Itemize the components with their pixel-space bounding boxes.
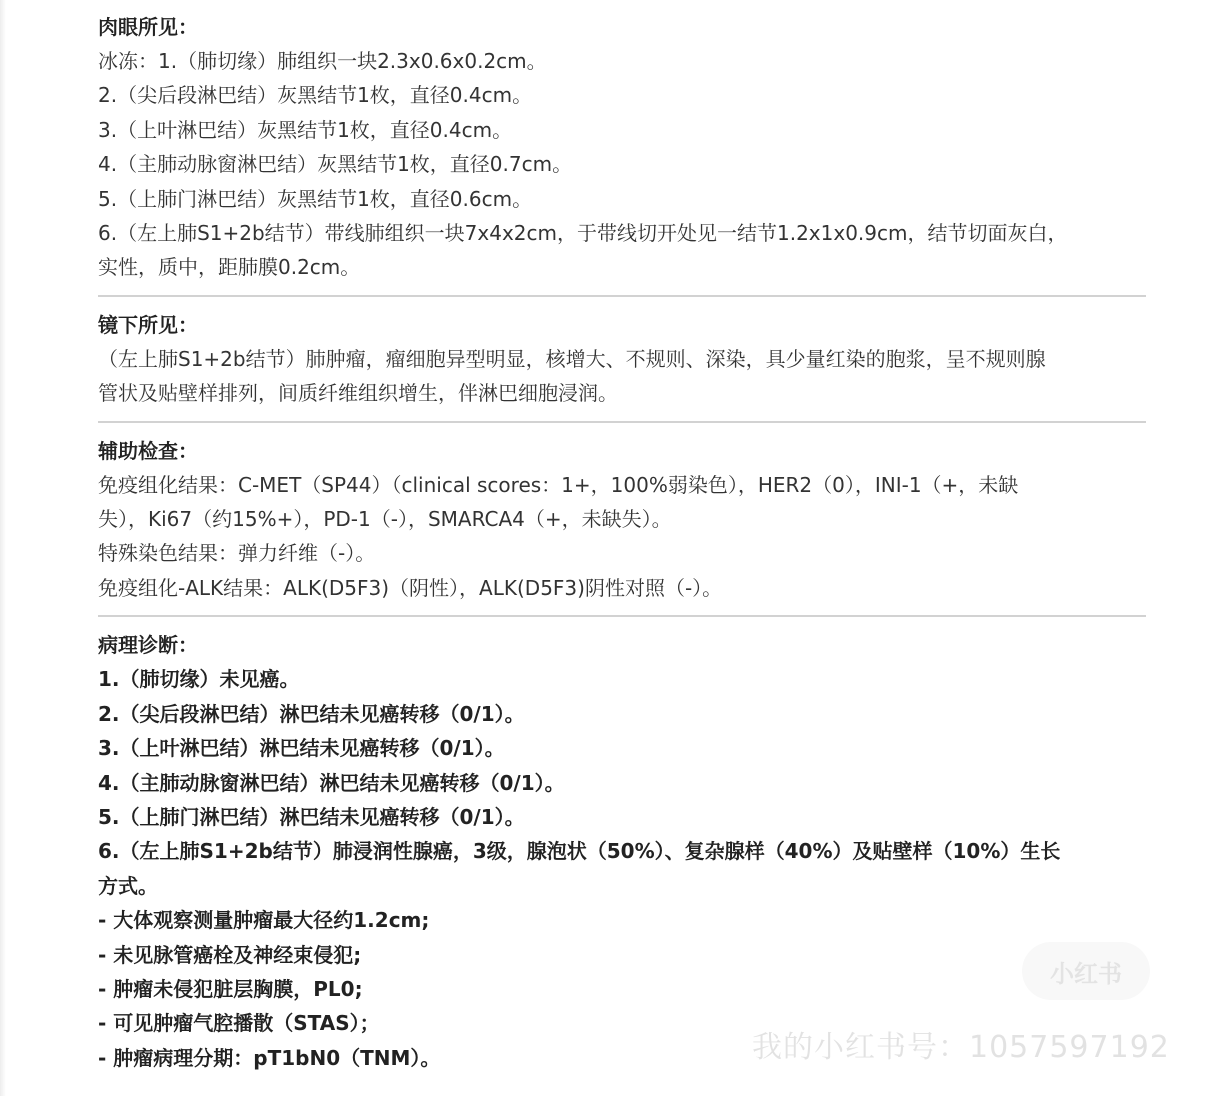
xiaohongshu-logo-watermark: 小红书 [1022,942,1150,1000]
gross-findings-heading: 肉眼所见： [98,15,198,39]
gross-line-3: 3.（上叶淋巴结）灰黑结节1枚，直径0.4cm。 [98,117,513,142]
aux-line-1: 免疫组化结果：C-MET（SP44）（clinical scores：1+，100%弱染色），HER2（0），INI-1（+，未缺 [98,472,1019,497]
micro-line-1: （左上肺S1+2b结节）肺肿瘤，瘤细胞异型明显，核增大、不规则、深染，具少量红染的胞浆，呈不规则腺 [98,346,1046,371]
diagnosis-line-12: - 肿瘤病理分期：pT1bN0（TNM）。 [98,1045,441,1070]
gross-line-6: 6.（左上肺S1+2b结节）带线肺组织一块7x4x2cm，于带线切开处见一结节1.2x1x0.9cm，结节切面灰白， [98,221,1068,246]
account-id-watermark: 我的小红书号：1057597192 [752,1030,1170,1065]
gross-line-4: 4.（主肺动脉窗淋巴结）灰黑结节1枚，直径0.7cm。 [98,152,573,177]
diagnosis-line-11: - 可见肿瘤气腔播散（STAS）； [98,1011,380,1036]
diagnosis-line-5: 5.（上肺门淋巴结）淋巴结未见癌转移（0/1）。 [98,804,525,829]
gross-line-1: 冰冻：1.（肺切缘）肺组织一块2.3x0.6x0.2cm。 [98,49,547,73]
diagnosis-line-4: 4.（主肺动脉窗淋巴结）淋巴结未见癌转移（0/1）。 [98,770,565,795]
aux-line-3: 特殊染色结果：弹力纤维（-）。 [98,541,376,566]
gross-line-5: 5.（上肺门淋巴结）灰黑结节1枚，直径0.6cm。 [98,186,533,211]
section-divider [98,615,1146,617]
auxiliary-exam-heading: 辅助检查： [98,438,198,463]
diagnosis-line-7: 方式。 [98,873,158,898]
diagnosis-line-1: 1.（肺切缘）未见癌。 [98,667,300,692]
diagnosis-line-3: 3.（上叶淋巴结）淋巴结未见癌转移（0/1）。 [98,736,505,761]
auxiliary-exam-section [98,434,1146,606]
aux-line-4: 免疫组化-ALK结果：ALK(D5F3)（阴性），ALK(D5F3)阴性对照（-）。 [98,575,723,600]
diagnosis-line-8: - 大体观察测量肿瘤最大径约1.2cm; [98,908,430,933]
gross-line-2: 2.（尖后段淋巴结）灰黑结节1枚，直径0.4cm。 [98,83,533,108]
aux-line-2: 失），Ki67（约15%+），PD-1（-），SMARCA4（+，未缺失）。 [98,507,672,532]
gross-line-7: 实性，质中，距肺膜0.2cm。 [98,255,361,280]
pathology-diagnosis-section [98,628,1146,1075]
diagnosis-line-10: - 肿瘤未侵犯脏层胸膜，PL0; [98,976,363,1001]
gross-findings-section [98,10,1146,285]
diagnosis-line-2: 2.（尖后段淋巴结）淋巴结未见癌转移（0/1）。 [98,701,525,726]
diagnosis-line-9: - 未见脉管癌栓及神经束侵犯; [98,942,362,967]
page-edge-shade [0,0,6,1096]
microscopic-findings-heading: 镜下所见： [98,312,198,337]
microscopic-findings-section [98,308,1146,411]
diagnosis-line-6: 6.（左上肺S1+2b结节）肺浸润性腺癌，3级，腺泡状（50%）、复杂腺样（40%）及贴壁样（10%）生长 [98,839,1061,864]
section-divider [98,295,1146,297]
micro-line-2: 管状及贴壁样排列，间质纤维组织增生，伴淋巴细胞浸润。 [98,381,618,406]
pathology-report [98,10,1146,1075]
pathology-diagnosis-heading: 病理诊断： [98,633,198,658]
section-divider [98,421,1146,423]
